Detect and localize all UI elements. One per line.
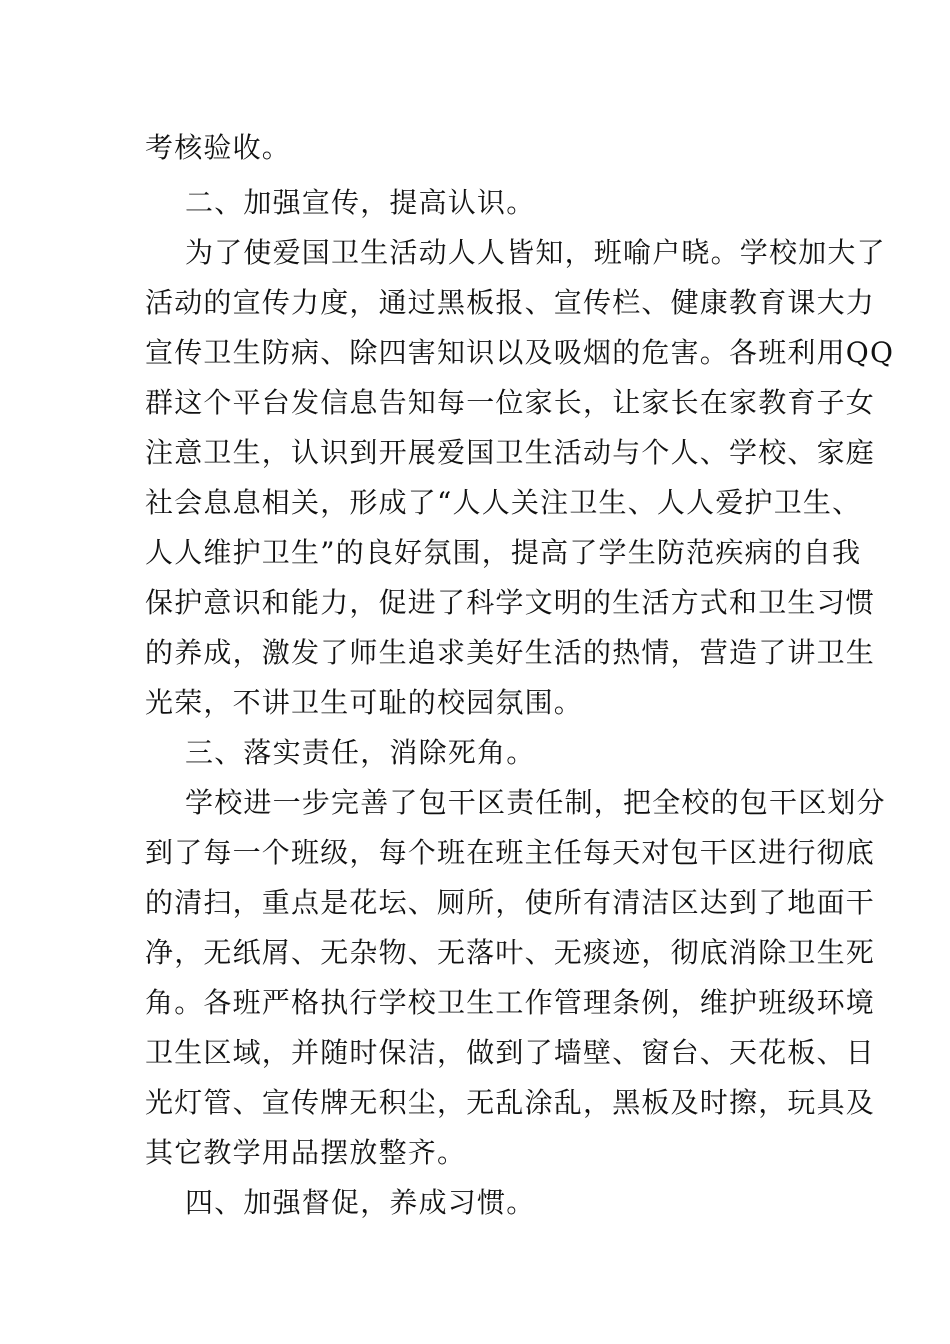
text-line: 保护意识和能力，促进了科学文明的生活方式和卫生习惯 [145,586,876,619]
text-line: 活动的宣传力度，通过黑板报、宣传栏、健康教育课大力 [145,286,876,319]
section-heading-2: 二、加强宣传，提高认识。 [185,186,536,219]
text-line: 宣传卫生防病、除四害知识以及吸烟的危害。各班利用QQ [145,336,895,369]
text-line: 净，无纸屑、无杂物、无落叶、无痰迹，彻底消除卫生死 [145,936,876,969]
section-heading-3: 三、落实责任，消除死角。 [185,736,536,769]
section-heading-4: 四、加强督促，养成习惯。 [185,1186,536,1219]
text-line: 社会息息相关，形成了“人人关注卫生、人人爱护卫生、 [145,486,862,519]
text-line: 卫生区域，并随时保洁，做到了墙壁、窗台、天花板、日 [145,1036,876,1069]
text-line: 的养成，激发了师生追求美好生活的热情，营造了讲卫生 [145,636,876,669]
text-line: 学校进一步完善了包干区责任制，把全校的包干区划分 [185,786,886,819]
text-line: 光荣，不讲卫生可耻的校园氛围。 [145,686,584,719]
text-line: 人人维护卫生”的良好氛围，提高了学生防范疾病的自我 [145,536,862,569]
text-line: 考核验收。 [145,131,292,164]
text-line: 其它教学用品摆放整齐。 [145,1136,467,1169]
text-line: 角。各班严格执行学校卫生工作管理条例，维护班级环境 [145,986,876,1019]
text-line: 为了使爱国卫生活动人人皆知，班喻户晓。学校加大了 [185,236,886,269]
text-line: 注意卫生，认识到开展爱国卫生活动与个人、学校、家庭 [145,436,876,469]
text-line: 群这个平台发信息告知每一位家长，让家长在家教育子女 [145,386,876,419]
text-line: 光灯管、宣传牌无积尘，无乱涂乱，黑板及时擦，玩具及 [145,1086,876,1119]
text-line: 到了每一个班级，每个班在班主任每天对包干区进行彻底 [145,836,876,869]
text-line: 的清扫，重点是花坛、厕所，使所有清洁区达到了地面干 [145,886,876,919]
